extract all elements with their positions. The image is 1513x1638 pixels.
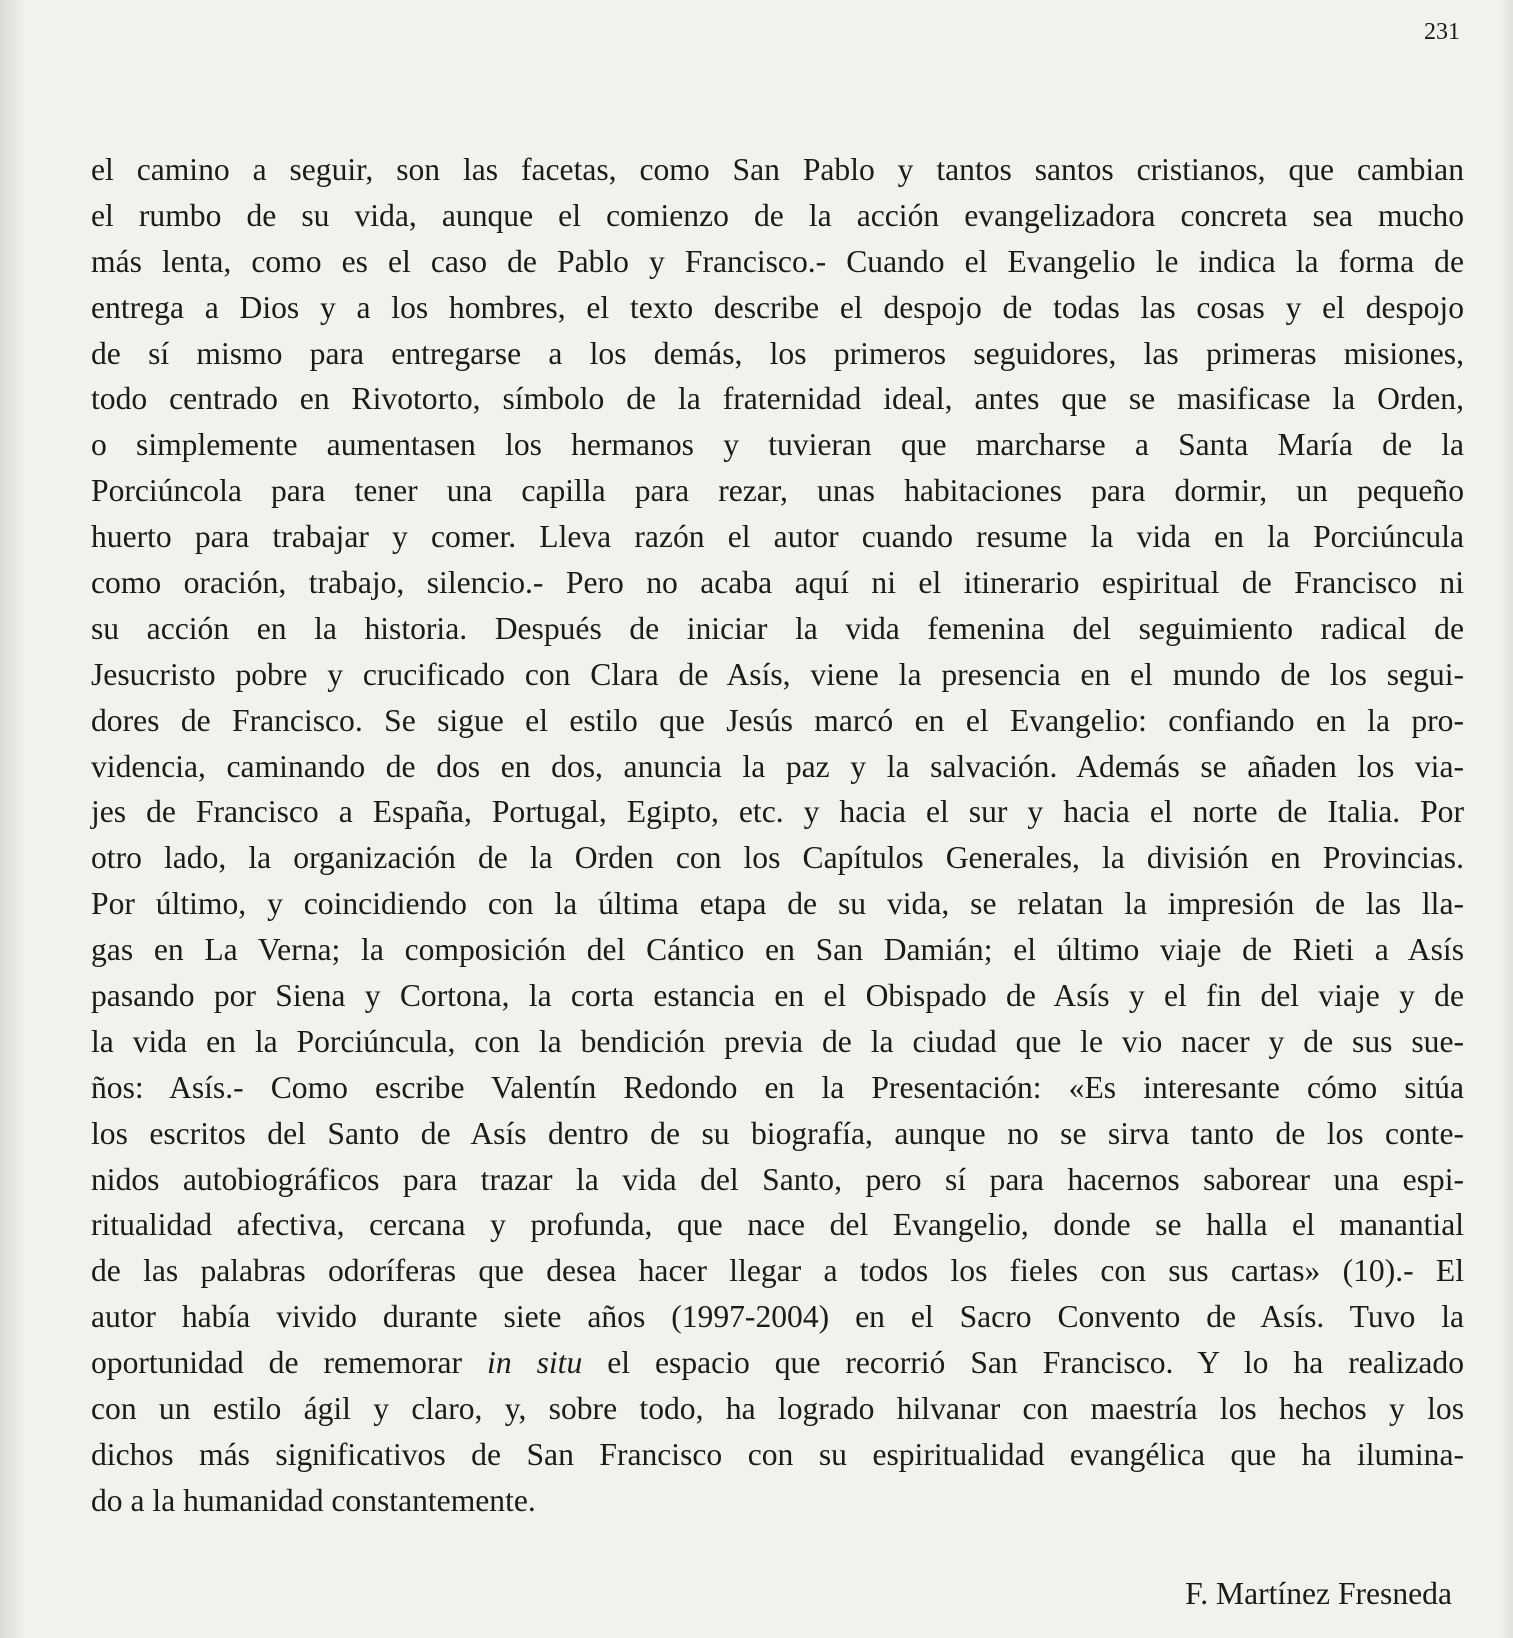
text-line: o simplemente aumentasen los hermanos y tuvieran que marcharse a Santa María de la (91, 427, 1464, 463)
text-line: otro lado, la organización de la Orden con los Capítulos Generales, la división en Provincias. (91, 840, 1464, 876)
text-line-with-italic (91, 1340, 1464, 1386)
text-line: como oración, trabajo, silencio.- Pero no acaba aquí ni el itinerario espiritual de Francisco ni (91, 565, 1464, 601)
text-line: de sí mismo para entregarse a los demás, los primeros seguidores, las primeras misiones, (91, 335, 1464, 371)
page-edge-shadow (1499, 0, 1513, 1638)
text-line: entrega a Dios y a los hombres, el texto describe el despojo de todas las cosas y el despojo (91, 289, 1464, 325)
text-line: su acción en la historia. Después de iniciar la vida femenina del seguimiento radical de (91, 610, 1464, 646)
text-line: ños: Asís.- Como escribe Valentín Redondo en la Presentación: «Es interesante cómo sitúa (91, 1069, 1464, 1105)
text-segment: oportunidad de rememorar (91, 1345, 488, 1381)
text-line: Jesucristo pobre y crucificado con Clara de Asís, viene la presencia en el mundo de los segui- (91, 656, 1464, 692)
text-line: pasando por Siena y Cortona, la corta estancia en el Obispado de Asís y el fin del viaje y de (91, 978, 1464, 1014)
text-line: de las palabras odoríferas que desea hacer llegar a todos los fieles con sus cartas» (10).- El (91, 1253, 1464, 1289)
text-line: jes de Francisco a España, Portugal, Egipto, etc. y hacia el sur y hacia el norte de Italia. Por (91, 794, 1464, 830)
text-line: Por último, y coincidiendo con la última etapa de su vida, se relatan la impresión de las lla- (91, 886, 1464, 922)
text-line: dichos más significativos de San Francisco con su espiritualidad evangélica que ha ilumina- (91, 1436, 1464, 1472)
page-gutter-shadow (0, 0, 26, 1638)
text-line: el camino a seguir, son las facetas, como San Pablo y tantos santos cristianos, que cambian (91, 152, 1464, 187)
text-line: con un estilo ágil y claro, y, sobre todo, ha logrado hilvanar con maestría los hechos y los (91, 1391, 1464, 1427)
text-line: autor había vivido durante siete años (1997-2004) en el Sacro Convento de Asís. Tuvo la (91, 1299, 1464, 1335)
text-line: todo centrado en Rivotorto, símbolo de la fraternidad ideal, antes que se masificase la Orden, (91, 381, 1464, 417)
text-line: Porciúncola para tener una capilla para rezar, unas habitaciones para dormir, un pequeño (91, 473, 1464, 509)
text-line: ritualidad afectiva, cercana y profunda, que nace del Evangelio, donde se halla el manantial (91, 1207, 1464, 1243)
review-paragraph (91, 147, 1464, 1524)
italic-phrase: in situ (487, 1345, 583, 1381)
text-line: el rumbo de su vida, aunque el comienzo de la acción evangelizadora concreta sea mucho (91, 197, 1464, 233)
text-line: huerto para trabajar y comer. Lleva razón el autor cuando resume la vida en la Porciúncula (91, 519, 1464, 555)
text-line: los escritos del Santo de Asís dentro de su biografía, aunque no se sirva tanto de los conte- (91, 1115, 1464, 1151)
text-line: nidos autobiográficos para trazar la vida del Santo, pero sí para hacernos saborear una espi- (91, 1161, 1464, 1197)
text-line: gas en La Verna; la composición del Cántico en San Damián; el último viaje de Rieti a Asís (91, 932, 1464, 968)
text-line: la vida en la Porciúncula, con la bendición previa de la ciudad que le vio nacer y de sus sue- (91, 1023, 1464, 1059)
text-line-final: do a la humanidad constantemente. (91, 1482, 536, 1518)
text-line: más lenta, como es el caso de Pablo y Francisco.- Cuando el Evangelio le indica la forma de (91, 243, 1464, 279)
page-number: 231 (1424, 19, 1460, 45)
text-line: videncia, caminando de dos en dos, anuncia la paz y la salvación. Además se añaden los via- (91, 748, 1464, 784)
text-line: dores de Francisco. Se sigue el estilo que Jesús marcó en el Evangelio: confiando en la pro- (91, 702, 1464, 738)
text-segment: el espacio que recorrió San Francisco. Y lo ha realizado (582, 1345, 1465, 1381)
author-signature: F. Martínez Fresneda (1185, 1576, 1452, 1611)
